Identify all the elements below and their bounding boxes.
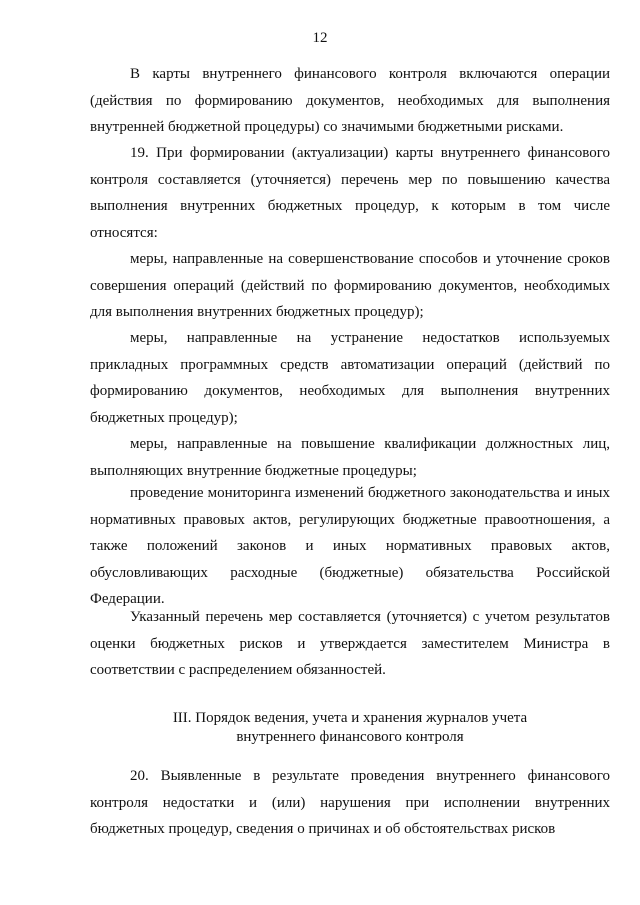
paragraph-text: проведение мониторинга изменений бюджетного законодательства и иных нормативных правовых актов, регулирующих бюджетные правоотношения, а также положений законов и иных нормативных правовых актов, обусловливающих расходные (бюджетные) обязательства Российской Федерации. xyxy=(90,485,610,608)
list-item-measures-software xyxy=(90,325,610,431)
list-item-monitoring xyxy=(90,480,610,613)
section-heading-line-1: III. Порядок ведения, учета и хранения журналов учета xyxy=(172,710,528,726)
list-item-measures-qualification xyxy=(90,431,610,484)
paragraph-control-maps-operations xyxy=(90,61,610,141)
paragraph-20 xyxy=(90,763,610,843)
paragraph-measures-list-approval xyxy=(90,604,610,684)
page-number: 12 xyxy=(312,30,328,46)
paragraph-text: меры, направленные на совершенствование способов и уточнение сроков совершения операций (действий по формированию документов, необходимых для выполнения внутренних бюджетных процедур); xyxy=(90,251,610,321)
paragraph-text: меры, направленные на устранение недостатков используемых прикладных программных средств автоматизации операций (действий по формированию документов, необходимых для выполнения внутренних бюджетных процедур); xyxy=(90,330,610,426)
section-heading xyxy=(90,709,610,747)
paragraph-text: 20. Выявленные в результате проведения внутреннего финансового контроля недостатки и (или) нарушения при исполнении внутренних бюджетных процедур, сведения о причинах и об обстоятельствах рисков xyxy=(90,768,610,838)
paragraph-19 xyxy=(90,140,610,246)
paragraph-text: Указанный перечень мер составляется (уточняется) с учетом результатов оценки бюджетных рисков и утверждается заместителем Министра в соответствии с распределением обязанностей. xyxy=(90,609,610,679)
paragraph-text: В карты внутреннего финансового контроля включаются операции (действия по формированию документов, необходимых для выполнения внутренней бюджетной процедуры) со значимыми бюджетными рисками. xyxy=(90,66,610,136)
paragraph-text: 19. При формировании (актуализации) карты внутреннего финансового контроля составляется (уточняется) перечень мер по повышению качества выполнения внутренних бюджетных процедур, к которым в том числе относятся: xyxy=(90,145,610,241)
list-item-measures-methods xyxy=(90,246,610,326)
paragraph-text: меры, направленные на повышение квалификации должностных лиц, выполняющих внутренние бюджетные процедуры; xyxy=(90,436,610,479)
section-heading-line-2: внутреннего финансового контроля xyxy=(236,729,464,745)
